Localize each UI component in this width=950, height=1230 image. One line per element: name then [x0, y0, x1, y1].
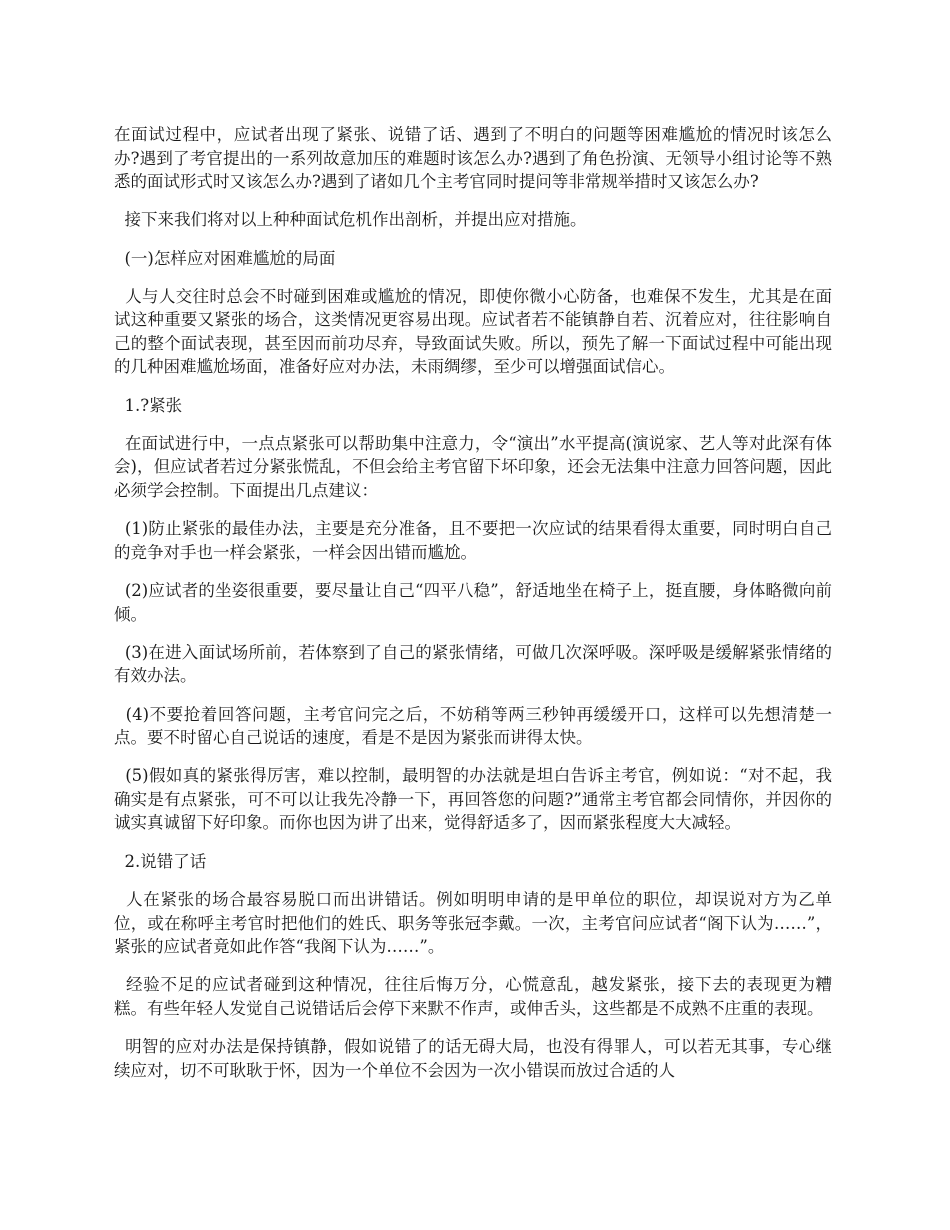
paragraph-nervousness: 在面试进行中，一点点紧张可以帮助集中注意力，令“演出”水平提高(演说家、艺人等对此深有体会)，但应试者若过分紧张慌乱，不但会给主考官留下坏印象，还会无法集中注意力回答问题，因此必须学会控制。下面提出几点建议：	[114, 433, 832, 500]
paragraph-overview: 接下来我们将对以上种种面试危机作出剖析，并提出应对措施。	[114, 210, 587, 230]
tip-1: (1)防止紧张的最佳办法，主要是充分准备，且不要把一次应试的结果看得太重要，同时明白自己的竞争对手也一样会紧张，一样会因出错而尴尬。	[114, 519, 833, 562]
tip-4: (4)不要抢着回答问题，主考官问完之后，不妨稍等两三秒钟再缓缓开口，这样可以先想清楚一点。要不时留心自己说话的速度，看是不是因为紧张而讲得太快。	[114, 704, 832, 748]
tip-3: (3)在进入面试场所前，若体察到了自己的紧张情绪，可做几次深呼吸。深呼吸是缓解紧张情绪的有效办法。	[114, 642, 833, 686]
section-heading-difficult-situations: (一)怎样应对困难尴尬的局面	[114, 248, 336, 268]
tip-2: (2)应试者的坐姿很重要，要尽量让自己“四平八稳”，舒适地坐在椅子上，挺直腰，身体略微向前倾。	[114, 581, 832, 624]
subheading-nervousness: 1.?紧张	[114, 395, 183, 415]
tip-5: (5)假如真的紧张得厉害，难以控制，最明智的办法就是坦白告诉主考官，例如说：“对不起，我确实是有点紧张，可不可以让我先冷静一下，再回答您的问题?”通常主考官都会同情你，并因你的诚实真诚留下好印象。而你也因为讲了出来，觉得舒适多了，因而紧张程度大大减轻。	[114, 766, 832, 833]
paragraph-stay-calm: 明智的应对办法是保持镇静，假如说错了的话无碍大局，也没有得罪人，可以若无其事，专心继续应对，切不可耿耿于怀，因为一个单位不会因为一次小错误而放过合适的人	[114, 1037, 832, 1080]
paragraph-misspoken: 人在紧张的场合最容易脱口而出讲错话。例如明明申请的是甲单位的职位，却误说对方为乙单位，或在称呼主考官时把他们的姓氏、职务等张冠李戴。一次，主考官问应试者“阁下认为……”，紧张的应试者竟如此作答“我阁下认为……”。	[114, 890, 832, 957]
document-body	[114, 123, 832, 1097]
paragraph-inexperience: 经验不足的应试者碰到这种情况，往往后悔万分，心慌意乱，越发紧张，接下去的表现更为糟糕。有些年轻人发觉自己说错话后会停下来默不作声，或伸舌头，这些都是不成熟不庄重的表现。	[114, 975, 832, 1018]
paragraph-difficult-situations: 人与人交往时总会不时碰到困难或尴尬的情况，即使你微小心防备，也难保不发生，尤其是在面试这种重要又紧张的场合，这类情况更容易出现。应试者若不能镇静自若、沉着应对，往往影响自己的整个面试表现，甚至因而前功尽弃，导致面试失败。所以，预先了解一下面试过程中可能出现的几种困难尴尬场面，准备好应对办法，未雨绸缪，至少可以增强面试信心。	[114, 286, 832, 377]
subheading-misspoken: 2.说错了话	[114, 851, 207, 871]
paragraph-intro: 在面试过程中，应试者出现了紧张、说错了话、遇到了不明白的问题等困难尴尬的情况时该怎么办?遇到了考官提出的一系列故意加压的难题时该怎么办?遇到了角色扮演、无领导小组讨论等不熟悉的面试形式时又该怎么办?遇到了诸如几个主考官同时提问等非常规举措时又该怎么办?	[114, 125, 832, 191]
